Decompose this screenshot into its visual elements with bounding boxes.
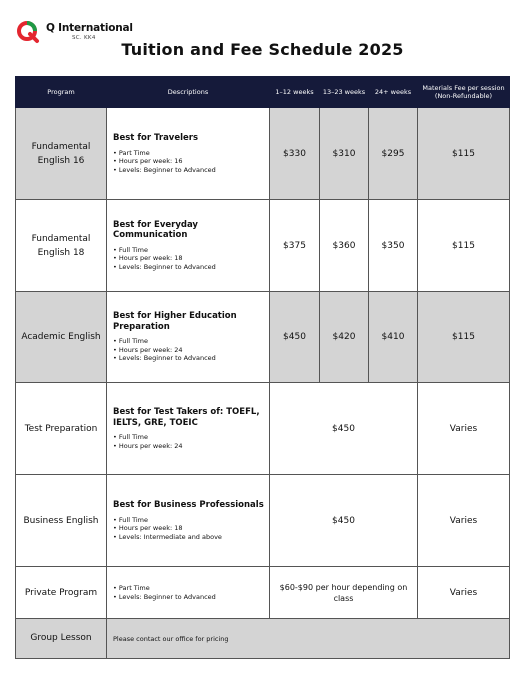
program-name: Fundamental English 16 xyxy=(16,108,107,200)
program-name: Group Lesson xyxy=(16,619,107,659)
description xyxy=(107,383,270,475)
description-heading: Best for Travelers xyxy=(113,133,199,143)
price-1-12: $375 xyxy=(270,200,320,292)
page-title: Tuition and Fee Schedule 2025 xyxy=(121,40,404,59)
description xyxy=(107,108,270,200)
bullet: • Full Time xyxy=(113,246,265,255)
materials-fee: $115 xyxy=(418,200,510,292)
description xyxy=(107,292,270,383)
bullet: • Hours per week: 18 xyxy=(113,524,265,533)
price-13-23: $420 xyxy=(320,292,369,383)
program-name: Fundamental English 18 xyxy=(16,200,107,292)
bullet: • Hours per week: 18 xyxy=(113,254,265,263)
price-13-23: $310 xyxy=(320,108,369,200)
price-24-plus: $350 xyxy=(369,200,418,292)
table-row xyxy=(16,567,510,619)
header-row xyxy=(16,77,510,108)
brand-name: Q International xyxy=(46,22,133,34)
header-13-23-weeks: 13–23 weeks xyxy=(320,77,369,108)
price-per-hour: $60-$90 per hour depending on class xyxy=(270,567,418,619)
bullet: • Levels: Beginner to Advanced xyxy=(113,593,265,602)
bullet: • Levels: Intermediate and above xyxy=(113,533,265,542)
bullet: • Part Time xyxy=(113,149,265,158)
materials-fee: Varies xyxy=(418,475,510,567)
program-name: Private Program xyxy=(16,567,107,619)
price-all-durations: $450 xyxy=(270,383,418,475)
header-materials-fee: Materials Fee per session (Non-Refundable) xyxy=(418,77,510,108)
table-row xyxy=(16,108,510,200)
pricing-note-text: Please contact our office for pricing xyxy=(113,634,229,643)
table-row xyxy=(16,383,510,475)
program-name: Business English xyxy=(16,475,107,567)
description-heading: Best for Everyday Communication xyxy=(113,219,198,241)
table-row xyxy=(16,475,510,567)
price-1-12: $330 xyxy=(270,108,320,200)
description xyxy=(107,475,270,567)
price-1-12: $450 xyxy=(270,292,320,383)
bullet: • Full Time xyxy=(113,337,265,346)
bullet: • Part Time xyxy=(113,584,265,593)
table-row xyxy=(16,292,510,383)
header-24-weeks: 24+ weeks xyxy=(369,77,418,108)
bullet: • Full Time xyxy=(113,433,265,442)
price-24-plus: $410 xyxy=(369,292,418,383)
description-heading: Best for Higher Education Preparation xyxy=(113,311,237,332)
pricing-note xyxy=(107,619,510,659)
description xyxy=(107,567,270,619)
price-all-durations: $450 xyxy=(270,475,418,567)
price-24-plus: $295 xyxy=(369,108,418,200)
table-row xyxy=(16,619,510,659)
header-descriptions: Descriptions xyxy=(107,77,270,108)
bullet: • Hours per week: 16 xyxy=(113,157,265,166)
description-heading: Best for Test Takers of: TOEFL, IELTS, GRE, TOEIC xyxy=(113,407,260,428)
materials-fee: $115 xyxy=(418,292,510,383)
program-name: Academic English xyxy=(16,292,107,383)
bullet: • Hours per week: 24 xyxy=(113,346,265,355)
bullet: • Levels: Beginner to Advanced xyxy=(113,354,265,363)
materials-fee: $115 xyxy=(418,108,510,200)
price-13-23: $360 xyxy=(320,200,369,292)
header-program: Program xyxy=(16,77,107,108)
program-name: Test Preparation xyxy=(16,383,107,475)
fee-table xyxy=(15,76,510,659)
materials-fee: Varies xyxy=(418,567,510,619)
brand-sub: SC. KK4 xyxy=(72,35,96,41)
description-heading: Best for Business Professionals xyxy=(113,500,264,510)
table-row xyxy=(16,200,510,292)
description xyxy=(107,200,270,292)
bullet: • Levels: Beginner to Advanced xyxy=(113,263,265,272)
materials-fee: Varies xyxy=(418,383,510,475)
header-1-12-weeks: 1–12 weeks xyxy=(270,77,320,108)
bullet: • Full Time xyxy=(113,516,265,525)
bullet: • Levels: Beginner to Advanced xyxy=(113,166,265,175)
bullet: • Hours per week: 24 xyxy=(113,442,265,451)
